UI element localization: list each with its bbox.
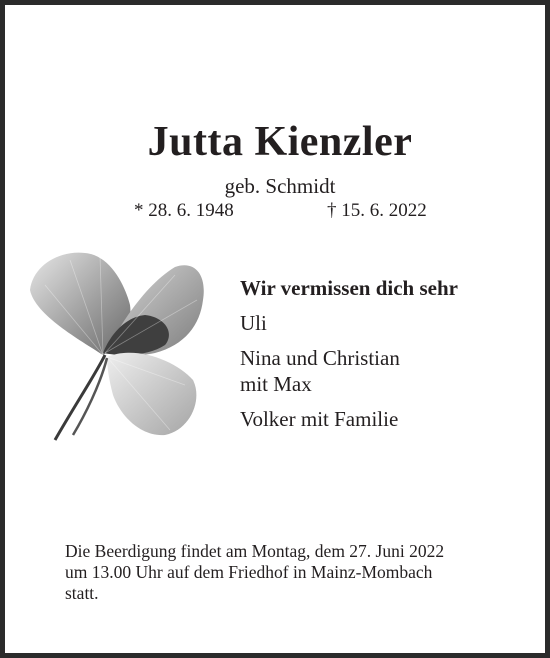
funeral-notice (65, 541, 535, 604)
mourners-block (240, 275, 458, 441)
mourners-headline: Wir vermissen dich sehr (240, 276, 458, 300)
mourner-name: Uli (240, 311, 267, 335)
ginkgo-leaves-image (25, 245, 215, 445)
funeral-line: um 13.00 Uhr auf dem Friedhof in Mainz-Mombach (65, 562, 433, 582)
mourner-name: mit Max (240, 372, 312, 396)
funeral-line: Die Beerdigung findet am Montag, dem 27. Juni 2022 (65, 541, 445, 561)
funeral-line: statt. (65, 583, 99, 603)
mourner-name: Volker mit Familie (240, 407, 399, 431)
mourner-name: Nina und Christian (240, 346, 400, 370)
birth-date: * 28. 6. 1948 (134, 200, 234, 221)
maiden-name: geb. Schmidt (224, 174, 336, 198)
deceased-name: Jutta Kienzler (147, 119, 413, 165)
death-date: † 15. 6. 2022 (327, 200, 427, 221)
